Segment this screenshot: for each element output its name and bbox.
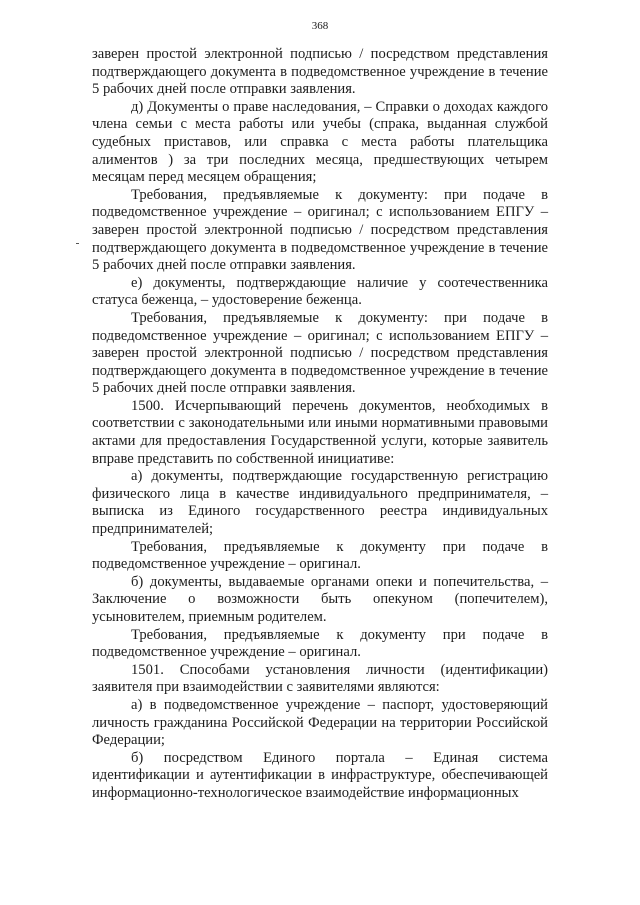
paragraph: Требования, предъявляемые к документу: при подаче в подведомственное учреждение – оригинал; с использованием ЕПГУ – заверен простой электронной подписью / посредством представления подтверждающего документа в подведомственное учреждение в течение 5 рабочих дней после отправки заявления. xyxy=(92,186,548,274)
paragraph: б) посредством Единого портала – Единая система идентификации и аутентификации в инфраструктуре, обеспечивающей информационно-технологическое взаимодействие информационных xyxy=(92,749,548,801)
paragraph: а) документы, подтверждающие государственную регистрацию физического лица в качестве индивидуального предпринимателя, – выписка из Единого государственного реестра индивидуальных предпринимателей; xyxy=(92,468,548,538)
paragraph: б) документы, выдаваемые органами опеки и попечительства, – Заключение о возможности быть опекуном (попечителем), усыновителем, приемным родителем. xyxy=(92,573,548,625)
scan-artifact-dash xyxy=(76,243,79,244)
paragraph: д) Документы о праве наследования, – Справки о доходах каждого члена семьи с места работы или учебы (спрака, выданная службой судебных приставов, или справка с места работы плательщика алиментов ) за три последних месяца, предшествующих четырем месяцам перед месяцем обращения; xyxy=(92,98,548,186)
document-body xyxy=(92,46,548,803)
paragraph: е) документы, подтверждающие наличие у соотечественника статуса беженца, – удостоверение беженца. xyxy=(92,274,548,309)
page-number: 368 xyxy=(311,20,329,32)
paragraph: Требования, предъявляемые к документу: при подаче в подведомственное учреждение – оригинал; с использованием ЕПГУ – заверен простой электронной подписью / посредством представления подтверждающего документа в подведомственное учреждение в течение 5 рабочих дней после отправки заявления. xyxy=(92,309,548,397)
numbered-paragraph: 1500. Исчерпывающий перечень документов, необходимых в соответствии с законодательными или иными нормативными правовыми актами для предоставления Государственной услуги, которые заявитель вправе представить по собственной инициативе: xyxy=(92,397,548,467)
paragraph: Требования, предъявляемые к документу при подаче в подведомственное учреждение – оригинал. xyxy=(92,538,548,573)
paragraph: а) в подведомственное учреждение – паспорт, удостоверяющий личность гражданина Российской Федерации на территории Российской Федерации; xyxy=(92,696,548,749)
numbered-paragraph: 1501. Способами установления личности (идентификации) заявителя при взаимодействии с заявителями являются: xyxy=(92,661,548,696)
paragraph: Требования, предъявляемые к документу при подаче в подведомственное учреждение – оригинал. xyxy=(92,626,548,661)
paragraph: заверен простой электронной подписью / посредством представления подтверждающего документа в подведомственное учреждение в течение 5 рабочих дней после отправки заявления. xyxy=(92,46,548,98)
